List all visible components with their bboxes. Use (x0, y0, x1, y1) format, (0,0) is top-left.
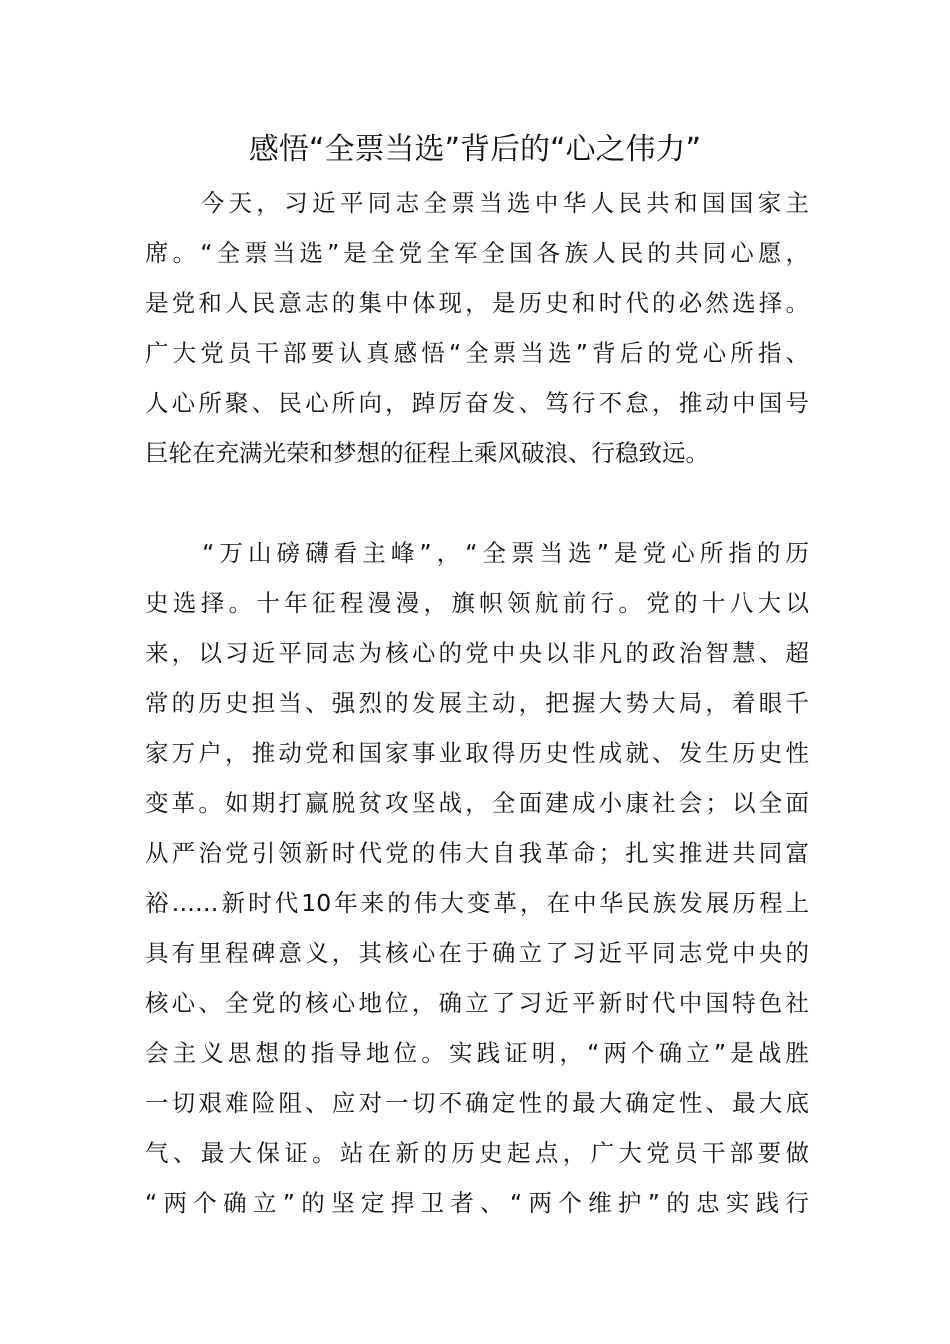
text-line: “万山磅礴看主峰”，“全票当选”是党心所指的历 (145, 539, 809, 567)
text-line: 具有里程碑意义，其核心在于确立了习近平同志党中央的 (145, 939, 809, 967)
text-line: 今天，习近平同志全票当选中华人民共和国国家主 (145, 189, 809, 217)
text-line: 来，以习近平同志为核心的党中央以非凡的政治智慧、超 (145, 639, 809, 667)
text-line: 常的历史担当、强烈的发展主动，把握大势大局，着眼千 (145, 689, 809, 717)
document-title: 感悟“全票当选”背后的“心之伟力” (248, 132, 702, 167)
text-line: “两个确立”的坚定捍卫者、“两个维护”的忠实践行 (145, 1189, 809, 1217)
text-line: 人心所聚、民心所向，踔厉奋发、笃行不怠，推动中国号 (145, 389, 809, 417)
text-line: 广大党员干部要认真感悟“全票当选”背后的党心所指、 (145, 339, 809, 367)
text-line: 核心、全党的核心地位，确立了习近平新时代中国特色社 (145, 989, 809, 1017)
text-line: 史选择。十年征程漫漫，旗帜领航前行。党的十八大以 (145, 589, 809, 617)
text-line: 裕……新时代10年来的伟大变革，在中华民族发展历程上 (145, 889, 809, 917)
text-line: 席。“全票当选”是全党全军全国各族人民的共同心愿， (145, 239, 809, 267)
text-line: 从严治党引领新时代党的伟大自我革命；扎实推进共同富 (145, 839, 809, 867)
text-line: 变革。如期打赢脱贫攻坚战，全面建成小康社会；以全面 (145, 789, 809, 817)
text-line: 气、最大保证。站在新的历史起点，广大党员干部要做 (145, 1139, 809, 1167)
text-line: 是党和人民意志的集中体现，是历史和时代的必然选择。 (145, 289, 809, 317)
paragraph-1 (145, 178, 809, 478)
paragraph-2 (145, 528, 809, 1228)
text-line: 一切艰难险阻、应对一切不确定性的最大确定性、最大底 (145, 1089, 809, 1117)
text-line: 巨轮在充满光荣和梦想的征程上乘风破浪、行稳致远。 (145, 439, 709, 467)
text-line: 家万户，推动党和国家事业取得历史性成就、发生历史性 (145, 739, 809, 767)
text-line: 会主义思想的指导地位。实践证明，“两个确立”是战胜 (145, 1039, 809, 1067)
